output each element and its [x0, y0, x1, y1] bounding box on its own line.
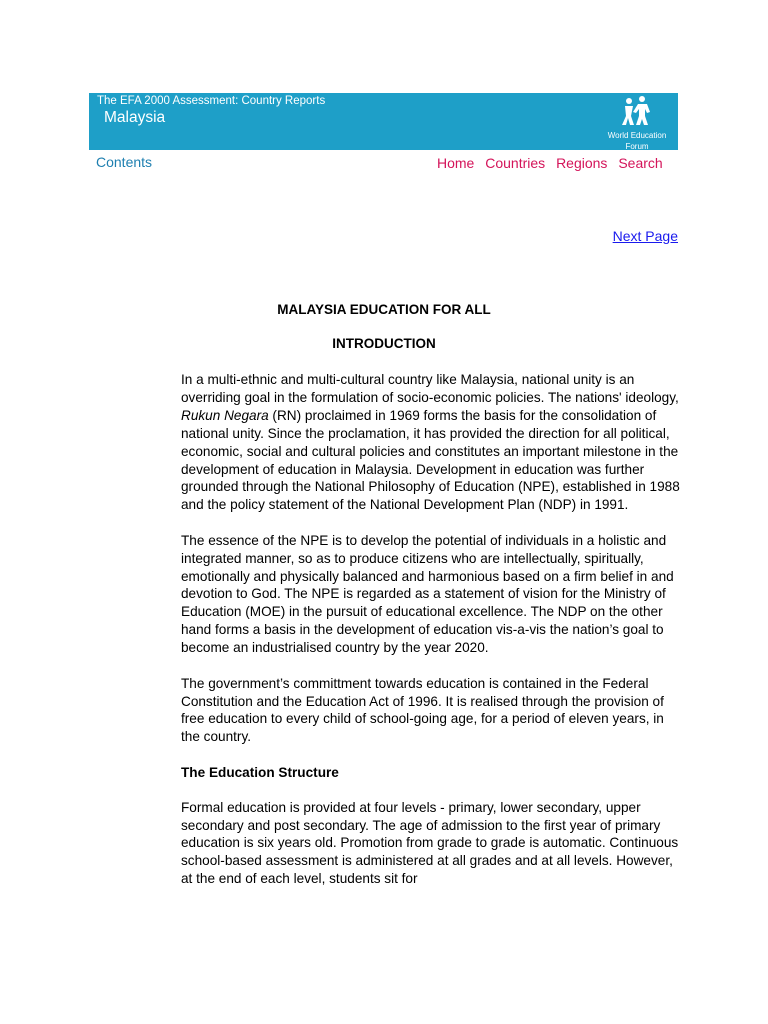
- country-title: Malaysia: [104, 109, 166, 126]
- paragraph-1: [181, 371, 681, 514]
- paragraph-2: The essence of the NPE is to develop the potential of individuals in a holistic and integrated manner, so as to produce citizens who are intellectually, spiritually, emotionally and physically balanced and harmonious based on a firm belief in and devotion to God. The NPE is regarded as a statement of vision for the Ministry of Education (MOE) in the pursuit of educational excellence. The NDP on the other hand forms a basis in the development of education vis-a-vis the nation’s goal to become an industrialised country by the year 2020.: [181, 532, 674, 656]
- paragraph-1-text-a: In a multi-ethnic and multi-cultural country like Malaysia, national unity is an overriding goal in the formulation of socio-economic policies. The nations' ideology,: [181, 372, 679, 405]
- education-structure-heading: The Education Structure: [181, 764, 339, 780]
- nav-countries-link[interactable]: Countries: [485, 155, 546, 171]
- paragraph-1-text-b: (RN) proclaimed in 1969 forms the basis for the consolidation of national unity. Since the proclamation, it has provided the direction for all political, economic, social and cultural policies and constitutes an important milestone in the development of education in Malaysia. Development in education was further grounded through the National Philosophy of Education (NPE), established in 1988 and the policy statement of the National Development Plan (NDP) in 1991.: [181, 407, 680, 513]
- nav-home-link[interactable]: Home: [437, 155, 475, 171]
- top-nav: [437, 155, 670, 171]
- section-title-introduction: [0, 336, 768, 351]
- introduction-heading: INTRODUCTION: [332, 336, 436, 351]
- world-education-forum-logo[interactable]: [597, 93, 677, 150]
- document-title: MALAYSIA EDUCATION FOR ALL: [277, 302, 491, 317]
- banner-subtitle: The EFA 2000 Assessment: Country Reports: [97, 95, 326, 107]
- contents-link[interactable]: Contents: [96, 154, 153, 170]
- figures-logo-icon: [620, 94, 654, 128]
- paragraph-4: Formal education is provided at four levels - primary, lower secondary, upper secondary and post secondary. The age of admission to the first year of primary education is six years old. Promotion from grade to grade is automatic. Continuous school-based assessment is administered at all grades and at all levels. However, at the end of each level, students sit for: [181, 799, 679, 887]
- document-body: [181, 371, 681, 906]
- nav-search-link[interactable]: Search: [618, 155, 663, 171]
- next-page-link[interactable]: Next Page: [612, 228, 678, 244]
- rukun-negara-italic: Rukun Negara: [181, 407, 269, 423]
- header-banner: [89, 93, 678, 150]
- nav-regions-link[interactable]: Regions: [556, 155, 608, 171]
- paragraph-3: The government’s committment towards education is contained in the Federal Constitution and the Education Act of 1996. It is realised through the provision of free education to every child of school-going age, for a period of eleven years, in the country.: [181, 675, 664, 745]
- logo-text: World Education Forum: [607, 131, 667, 150]
